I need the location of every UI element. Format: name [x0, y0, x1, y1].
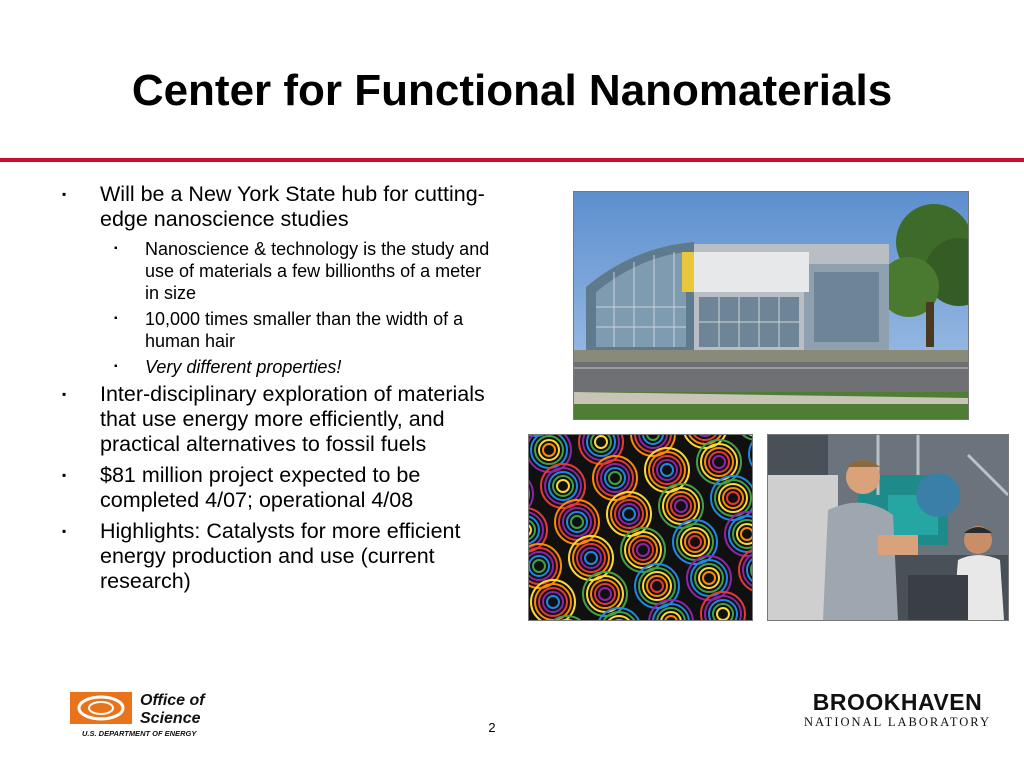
- pattern-ring: [639, 568, 675, 604]
- pattern-ring: [689, 536, 701, 548]
- lab-photo: [767, 434, 1009, 621]
- pattern-ring: [597, 460, 633, 496]
- pattern-ring: [599, 588, 611, 600]
- pattern-ring: [659, 484, 703, 528]
- bullet-marker: ▪: [62, 387, 67, 401]
- pattern-ring: [661, 464, 673, 476]
- pattern-ring: [741, 528, 752, 540]
- sub-bullet-text: Nanoscience & technology is the study and use of materials a few billionths of a meter in size: [145, 239, 490, 303]
- bullet-item: [60, 463, 500, 513]
- sub-bullet-item: [60, 238, 500, 304]
- pattern-ring: [701, 444, 737, 480]
- pattern-ring: [595, 436, 607, 448]
- pattern-ring: [593, 456, 637, 500]
- pattern-ring: [687, 556, 731, 600]
- pattern-ring: [637, 544, 649, 556]
- pattern-ring: [751, 560, 752, 580]
- bullet-text: $81 million project expected to be completed 4/07; operational 4/08: [100, 463, 421, 512]
- pattern-ring: [635, 564, 679, 608]
- sub-bullet-text: Very different properties!: [145, 357, 342, 377]
- pattern-ring: [583, 572, 627, 616]
- pattern-ring: [573, 540, 609, 576]
- pattern-ring: [697, 440, 741, 484]
- brookhaven-logo: [790, 690, 1005, 730]
- pattern-ring: [531, 580, 575, 620]
- pattern-ring: [621, 528, 665, 572]
- bullet-item: [60, 382, 500, 457]
- pattern-ring: [611, 496, 647, 532]
- logo-line3: U.S. DEPARTMENT OF ENERGY: [82, 729, 197, 738]
- pattern-ring: [545, 468, 581, 504]
- logo-line2: Science: [140, 710, 201, 727]
- sub-bullet-item: [60, 308, 500, 352]
- pattern-ring: [647, 435, 659, 440]
- pattern-ring: [623, 508, 635, 520]
- bullet-marker: ▪: [114, 313, 118, 324]
- bnl-logo-line1: BROOKHAVEN: [812, 689, 983, 715]
- pattern-ring: [625, 532, 661, 568]
- pattern-ring: [673, 520, 717, 564]
- bullet-marker: ▪: [114, 243, 118, 254]
- sub-bullet-item: [60, 356, 500, 378]
- pattern-ring: [529, 524, 531, 536]
- pattern-ring: [535, 584, 571, 620]
- pattern-ring: [569, 536, 613, 580]
- pattern-ring: [587, 576, 623, 612]
- logo-line1: Office of: [140, 692, 205, 709]
- bullet-marker: ▪: [62, 524, 67, 538]
- pattern-ring: [541, 464, 585, 508]
- doe-office-of-science-logo: [68, 688, 238, 745]
- title-divider: [0, 158, 1024, 162]
- nanopattern-image: [528, 434, 753, 621]
- pattern-ring: [713, 456, 725, 468]
- building-photo: [573, 191, 969, 420]
- pattern-ring: [703, 572, 715, 584]
- pattern-ring: [543, 444, 555, 456]
- bullet-text: Will be a New York State hub for cutting-edge nanoscience studies: [100, 182, 485, 231]
- pattern-ring: [591, 435, 611, 452]
- pattern-ring: [609, 472, 621, 484]
- page-number: 2: [488, 720, 496, 735]
- pattern-ring: [663, 488, 699, 524]
- pattern-ring: [691, 560, 727, 596]
- pattern-ring: [547, 596, 559, 608]
- pattern-ring: [585, 552, 597, 564]
- pattern-ring: [711, 476, 752, 520]
- pattern-ring: [675, 500, 687, 512]
- pattern-ring: [695, 435, 715, 436]
- pattern-ring: [557, 480, 569, 492]
- pattern-ring: [651, 580, 663, 592]
- bullet-item: [60, 182, 500, 232]
- sub-bullet-text: 10,000 times smaller than the width of a human hair: [145, 309, 464, 351]
- bullet-marker: ▪: [62, 468, 67, 482]
- pattern-ring: [713, 604, 733, 620]
- pattern-ring: [727, 492, 739, 504]
- pattern-ring: [649, 452, 685, 488]
- pattern-ring: [555, 500, 599, 544]
- slide-title: Center for Functional Nanomaterials: [131, 66, 893, 115]
- pattern-ring: [735, 435, 752, 440]
- bullet-text: Highlights: Catalysts for more efficient energy production and use (current research): [100, 519, 461, 593]
- pattern-ring: [571, 516, 583, 528]
- bullet-text: Inter-disciplinary exploration of materials that use energy more efficiently, and practical alternatives to fossil fuels: [100, 382, 485, 456]
- pattern-ring: [533, 560, 545, 572]
- pattern-ring: [749, 435, 752, 476]
- bullet-marker: ▪: [114, 361, 118, 372]
- bullet-marker: ▪: [62, 187, 67, 201]
- pattern-ring: [559, 504, 595, 540]
- pattern-ring: [665, 616, 677, 620]
- bullet-list: [60, 182, 500, 600]
- bullet-item: [60, 519, 500, 594]
- pattern-ring: [717, 608, 729, 620]
- bnl-logo-line2: NATIONAL LABORATORY: [804, 715, 991, 729]
- pattern-ring: [737, 524, 752, 544]
- pattern-ring: [677, 524, 713, 560]
- pattern-ring: [715, 480, 751, 516]
- pattern-ring: [607, 492, 651, 536]
- pattern-ring: [645, 448, 689, 492]
